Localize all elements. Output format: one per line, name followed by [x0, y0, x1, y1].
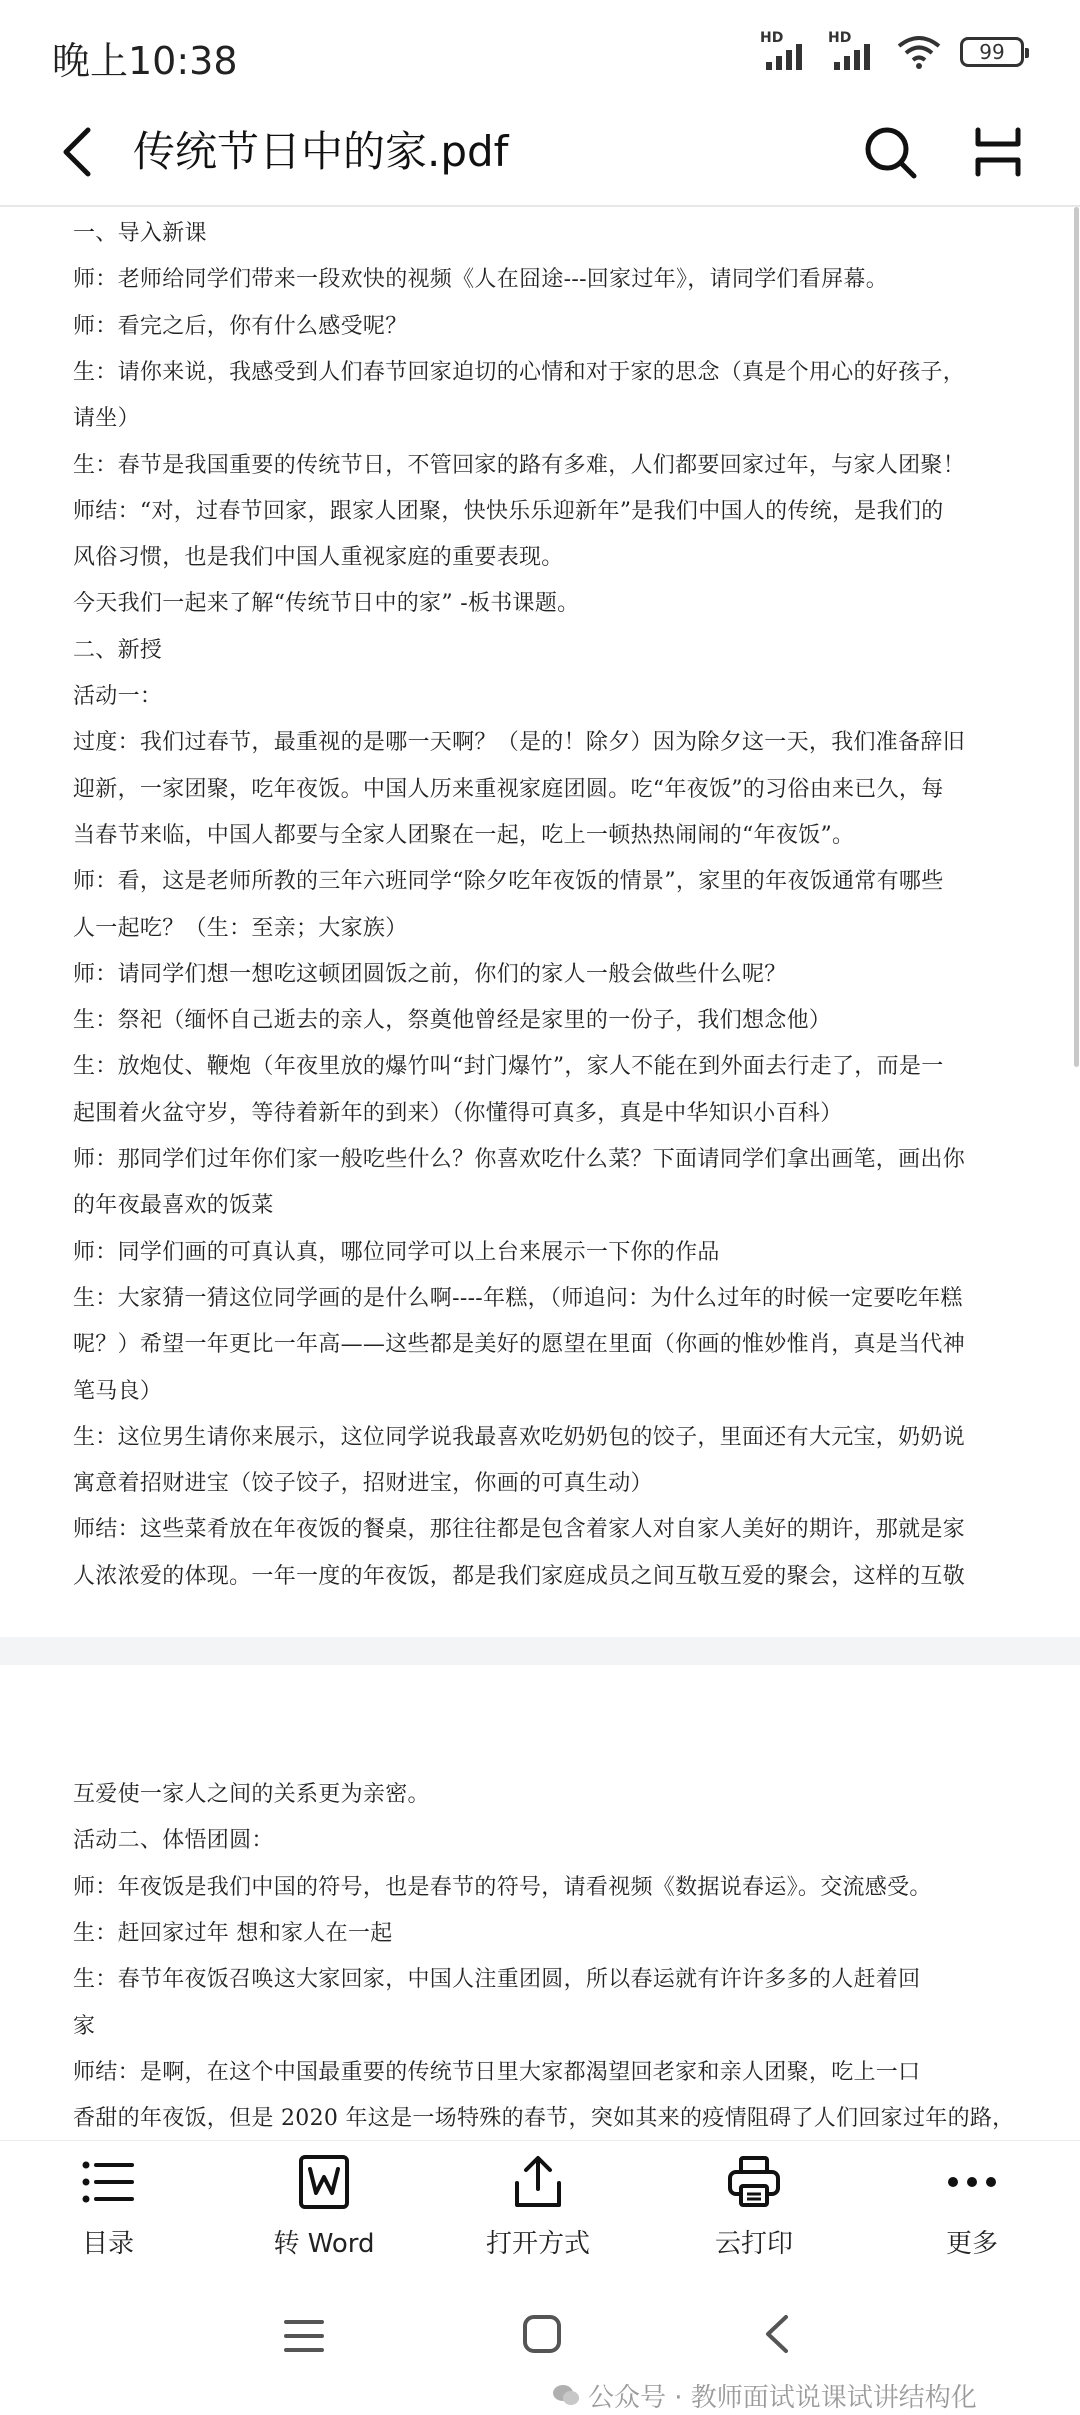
text-line: 师结：这些菜肴放在年夜饭的餐桌，那往往都是包含着家人对自家人美好的期许，那就是家	[73, 1517, 966, 1543]
convert-word-label: 转 Word	[273, 2229, 375, 2259]
text-line: 师结：是啊，在这个中国最重要的传统节日里大家都渴望回老家和亲人团聚，吃上一口	[73, 2059, 921, 2085]
signal-2-icon	[828, 30, 878, 70]
text-line: 寓意着招财进宝（饺子饺子，招财进宝，你画的可真生动）	[73, 1471, 653, 1497]
text-line: 师：同学们画的可真认真，哪位同学可以上台来展示一下你的作品	[73, 1239, 720, 1265]
recent-apps-icon[interactable]	[284, 2318, 324, 2354]
network-type-2: HD	[828, 30, 852, 46]
app-header	[0, 100, 1080, 205]
cloud-print-label: 云打印	[714, 2229, 793, 2259]
more-icon	[943, 2153, 1001, 2211]
battery-icon	[960, 37, 1024, 67]
text-line: 生：春节是我国重要的传统节日，不管回家的路有多难，人们都要回家过年，与家人团聚！	[73, 452, 966, 478]
cloud-print-button[interactable]	[664, 2153, 844, 2273]
text-line: 师：看完之后，你有什么感受呢？	[73, 313, 408, 339]
home-icon[interactable]	[522, 2314, 562, 2354]
text-line: 师：请同学们想一想吃这顿团圆饭之前，你们的家人一般会做些什么呢？	[73, 961, 787, 987]
toc-button[interactable]	[18, 2153, 198, 2273]
text-line: 呢？）希望一年更比一年高——这些都是美好的愿望在里面（你画的惟妙惟肖，真是当代神	[73, 1332, 966, 1358]
watermark	[552, 2375, 977, 2415]
text-line: 人一起吃？（生：至亲；大家族）	[73, 915, 408, 941]
wechat-icon	[552, 2383, 580, 2407]
list-icon	[79, 2153, 137, 2211]
text-line: 生：大家猜一猜这位同学画的是什么啊----年糕，（师追问：为什么过年的时候一定要吃年糕	[73, 1285, 963, 1311]
status-time: 晚上10:38	[52, 39, 238, 83]
text-line: 起围着火盆守岁，等待着新年的到来）（你懂得可真多，真是中华知识小百科）	[73, 1100, 843, 1126]
page-gap	[0, 1637, 1080, 1665]
pdf-page-1[interactable]	[0, 207, 1080, 1637]
bottom-toolbar	[0, 2140, 1080, 2271]
text-line: 风俗习惯，也是我们中国人重视家庭的重要表现。	[73, 545, 564, 571]
word-convert-icon	[295, 2153, 353, 2211]
text-line: 师：年夜饭是我们中国的符号，也是春节的符号，请看视频《数据说春运》。交流感受。	[73, 1874, 932, 1900]
text-line: 过度：我们过春节，最重视的是哪一天啊？（是的！除夕）因为除夕这一天，我们准备辞旧	[73, 730, 966, 756]
wifi-icon	[896, 34, 942, 70]
text-line: 活动二、体悟团圆：	[73, 1828, 274, 1854]
text-line: 一、导入新课	[73, 221, 207, 246]
text-line: 生：春节年夜饭召唤这大家回家，中国人注重团圆，所以春运就有许许多多的人赶着回	[73, 1967, 921, 1993]
share-icon	[509, 2153, 567, 2211]
more-label: 更多	[945, 2229, 998, 2259]
search-icon[interactable]	[860, 122, 920, 182]
convert-word-button[interactable]	[234, 2153, 414, 2273]
text-line: 生：赶回家过年 想和家人在一起	[73, 1920, 393, 1946]
status-icons	[760, 30, 1024, 70]
back-arrow-icon[interactable]	[50, 122, 110, 182]
document-title: 传统节日中的家.pdf	[133, 127, 509, 176]
more-button[interactable]	[882, 2153, 1062, 2273]
text-line: 香甜的年夜饭，但是 2020 年这是一场特殊的春节，突如其来的疫情阻碍了人们回家过年的路，	[73, 2106, 1015, 2132]
scrollbar[interactable]	[1074, 207, 1079, 1067]
toc-label: 目录	[81, 2229, 134, 2259]
open-with-label: 打开方式	[485, 2229, 590, 2259]
signal-1-icon	[760, 30, 810, 70]
text-line: 互爱使一家人之间的关系更为亲密。	[73, 1782, 430, 1807]
text-line: 师结：“对，过春节回家，跟家人团聚，快快乐乐迎新年”是我们中国人的传统，是我们的	[73, 498, 944, 524]
text-line: 师：老师给同学们带来一段欢快的视频《人在囧途---回家过年》，请同学们看屏幕。	[73, 267, 889, 293]
printer-icon	[725, 2153, 783, 2211]
text-line: 家	[73, 2013, 96, 2039]
text-line: 活动一：	[73, 684, 163, 709]
text-line: 今天我们一起来了解“传统节日中的家” -板书课题。	[73, 591, 580, 617]
text-line: 师：看，这是老师所教的三年六班同学“除夕吃年夜饭的情景”，家里的年夜饭通常有哪些	[73, 869, 944, 895]
text-line: 生：放炮仗、鞭炮（年夜里放的爆竹叫“封门爆竹”，家人不能在到外面去行走了，而是一	[73, 1054, 944, 1080]
text-line: 的年夜最喜欢的饭菜	[73, 1193, 274, 1219]
text-line: 请坐）	[73, 406, 140, 432]
text-line: 当春节来临，中国人都要与全家人团聚在一起，吃上一顿热热闹闹的“年夜饭”。	[73, 822, 855, 848]
reading-tools-icon[interactable]	[968, 122, 1028, 182]
text-line: 人浓浓爱的体现。一年一度的年夜饭，都是我们家庭成员之间互敬互爱的聚会，这样的互敬	[73, 1563, 966, 1589]
text-line: 迎新，一家团聚，吃年夜饭。中国人历来重视家庭团圆。吃“年夜饭”的习俗由来已久，每	[73, 776, 944, 802]
nav-back-icon[interactable]	[758, 2314, 798, 2354]
open-with-button[interactable]	[448, 2153, 628, 2273]
text-line: 师：那同学们过年你们家一般吃些什么？你喜欢吃什么菜？下面请同学们拿出画笔，画出你	[73, 1147, 966, 1172]
pdf-page-2[interactable]	[0, 1665, 1080, 2140]
text-line: 生：祭祀（缅怀自己逝去的亲人，祭奠他曾经是家里的一份子，我们想念他）	[73, 1008, 832, 1034]
status-bar	[0, 0, 1080, 100]
watermark-text: 公众号 · 教师面试说课试讲结构化	[588, 2382, 977, 2413]
text-line: 生：这位男生请你来展示，这位同学说我最喜欢吃奶奶包的饺子，里面还有大元宝，奶奶说	[73, 1424, 966, 1450]
text-line: 二、新授	[73, 637, 163, 663]
network-type-1: HD	[760, 30, 784, 46]
text-line: 笔马良）	[73, 1378, 163, 1404]
battery-level: 99	[979, 40, 1005, 64]
text-line: 生：请你来说，我感受到人们春节回家迫切的心情和对于家的思念（真是个用心的好孩子，	[73, 359, 966, 385]
